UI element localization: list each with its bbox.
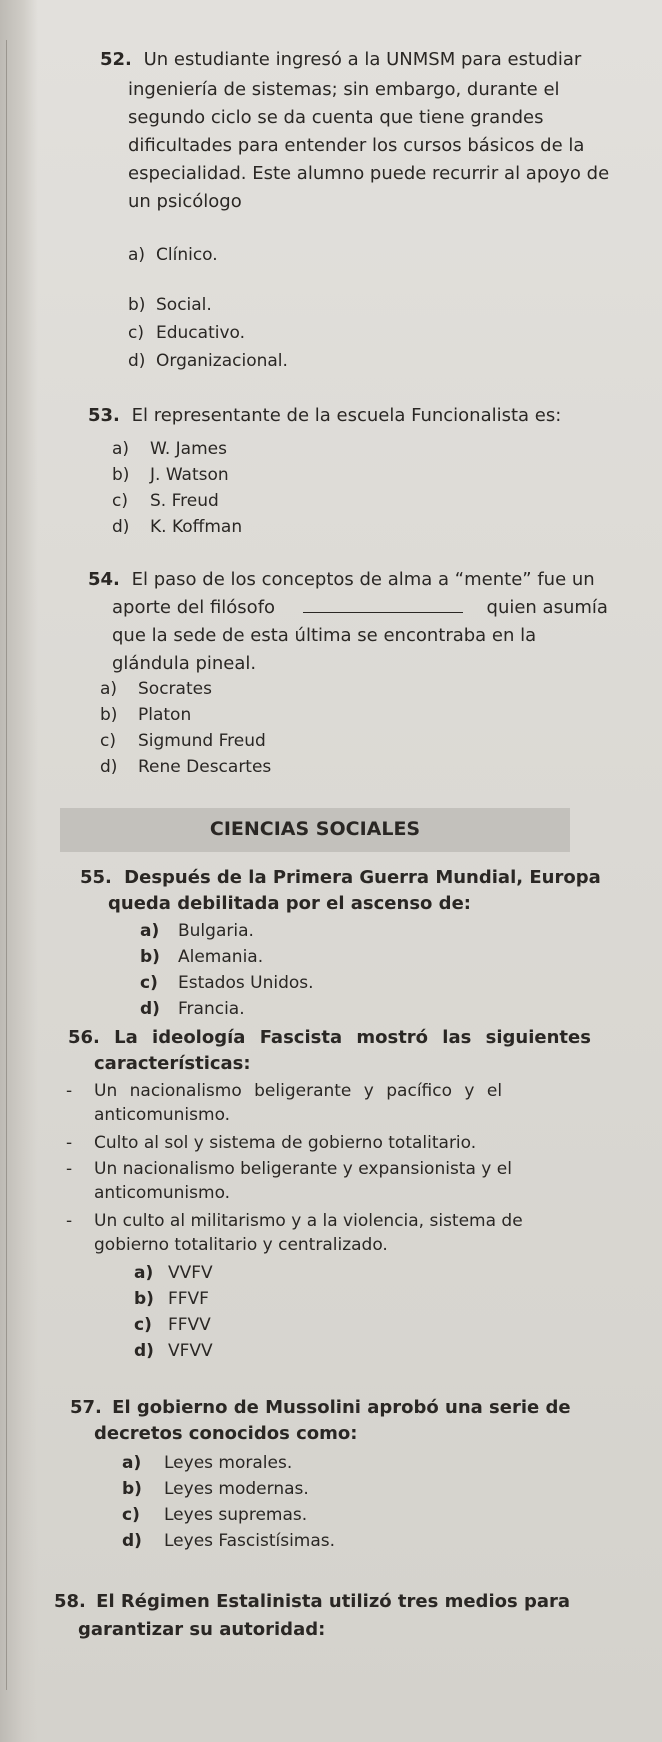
option-c[interactable]: c) Sigmund Freud [100,731,266,751]
question-line: características: [94,1053,251,1074]
answer-blank[interactable] [303,598,463,613]
option-b[interactable]: b) Social. [128,295,212,315]
question-number: 53. [88,405,120,426]
question-line: ingeniería de sistemas; sin embargo, durante el [128,79,560,100]
question-52 [100,48,620,72]
option-b[interactable]: b) Leyes modernas. [122,1479,309,1499]
question-53 [88,404,628,428]
option-b[interactable]: b) Alemania. [140,947,264,967]
option-a[interactable]: a) W. James [112,439,227,459]
option-a[interactable]: a) VVFV [134,1263,213,1283]
question-line: que la sede de esta última se encontraba en la [112,625,537,646]
question-line: especialidad. Este alumno puede recurrir al apoyo de [128,163,610,184]
option-c[interactable]: c) S. Freud [112,491,219,511]
question-line: El gobierno de Mussolini aprobó una serie de [112,1397,571,1418]
section-header: CIENCIAS SOCIALES [209,818,421,840]
question-line: Después de la Primera Guerra Mundial, Europa [124,867,601,888]
option-a[interactable]: a) Bulgaria. [140,921,254,941]
question-number: 54. [88,569,120,590]
question-line: un psicólogo [128,191,242,212]
option-a[interactable]: a) Socrates [100,679,212,699]
statement-line: Un nacionalismo beligerante y expansionista y el [94,1159,512,1179]
question-58 [54,1590,649,1614]
question-line: dificultades para entender los cursos básicos de la [128,135,585,156]
question-line: Un estudiante ingresó a la UNMSM para estudiar [143,49,582,70]
statement-dash: - [66,1159,73,1179]
option-d[interactable]: d) Rene Descartes [100,757,272,777]
question-line-with-blank: aporte del filósofo quien asumía [112,597,608,618]
question-line: glándula pineal. [112,653,257,674]
statement-line: Culto al sol y sistema de gobierno totalitario. [94,1133,477,1153]
question-55 [80,866,640,890]
option-d[interactable]: d) VFVV [134,1341,213,1361]
option-b[interactable]: b) FFVF [134,1289,209,1309]
option-d[interactable]: d) Organizacional. [128,351,288,371]
question-57 [70,1396,645,1420]
option-d[interactable]: d) K. Koffman [112,517,243,537]
question-line: El paso de los conceptos de alma a “mente” fue un [131,569,595,590]
question-line: decretos conocidos como: [94,1423,358,1444]
option-a[interactable]: a) Leyes morales. [122,1453,293,1473]
question-number: 58. [54,1591,86,1612]
statement-line: gobierno totalitario y centralizado. [94,1235,388,1255]
question-line: queda debilitada por el ascenso de: [108,893,471,914]
option-c[interactable]: c) Leyes supremas. [122,1505,308,1525]
question-line: El Régimen Estalinista utilizó tres medios para [96,1591,571,1612]
option-b[interactable]: b) J. Watson [112,465,229,485]
question-line: segundo ciclo se da cuenta que tiene grandes [128,107,544,128]
question-stem: El representante de la escuela Funcionalista es: [131,405,562,426]
option-c[interactable]: c) Estados Unidos. [140,973,314,993]
question-number: 52. [100,49,132,70]
statement-line: anticomunismo. [94,1105,231,1125]
option-b[interactable]: b) Platon [100,705,192,725]
statement-line: anticomunismo. [94,1183,231,1203]
option-c[interactable]: c) FFVV [134,1315,211,1335]
statement-dash: - [66,1133,73,1153]
statement-line: Un nacionalismo beligerante y pacífico y el [94,1081,503,1101]
option-d[interactable]: d) Leyes Fascistísimas. [122,1531,336,1551]
statement-dash: - [66,1211,73,1231]
question-line: garantizar su autoridad: [78,1619,326,1640]
question-number: 56. [68,1027,100,1048]
option-d[interactable]: d) Francia. [140,999,245,1019]
statement-dash: - [66,1081,73,1101]
option-a[interactable]: a) Clínico. [128,245,218,265]
question-54 [88,568,638,592]
question-56 [68,1026,643,1050]
question-number: 55. [80,867,112,888]
option-c[interactable]: c) Educativo. [128,323,246,343]
question-line: La ideología Fascista mostró las siguientes [114,1027,591,1048]
statement-line: Un culto al militarismo y a la violencia, sistema de [94,1211,523,1231]
margin-line [6,40,7,1690]
question-number: 57. [70,1397,102,1418]
